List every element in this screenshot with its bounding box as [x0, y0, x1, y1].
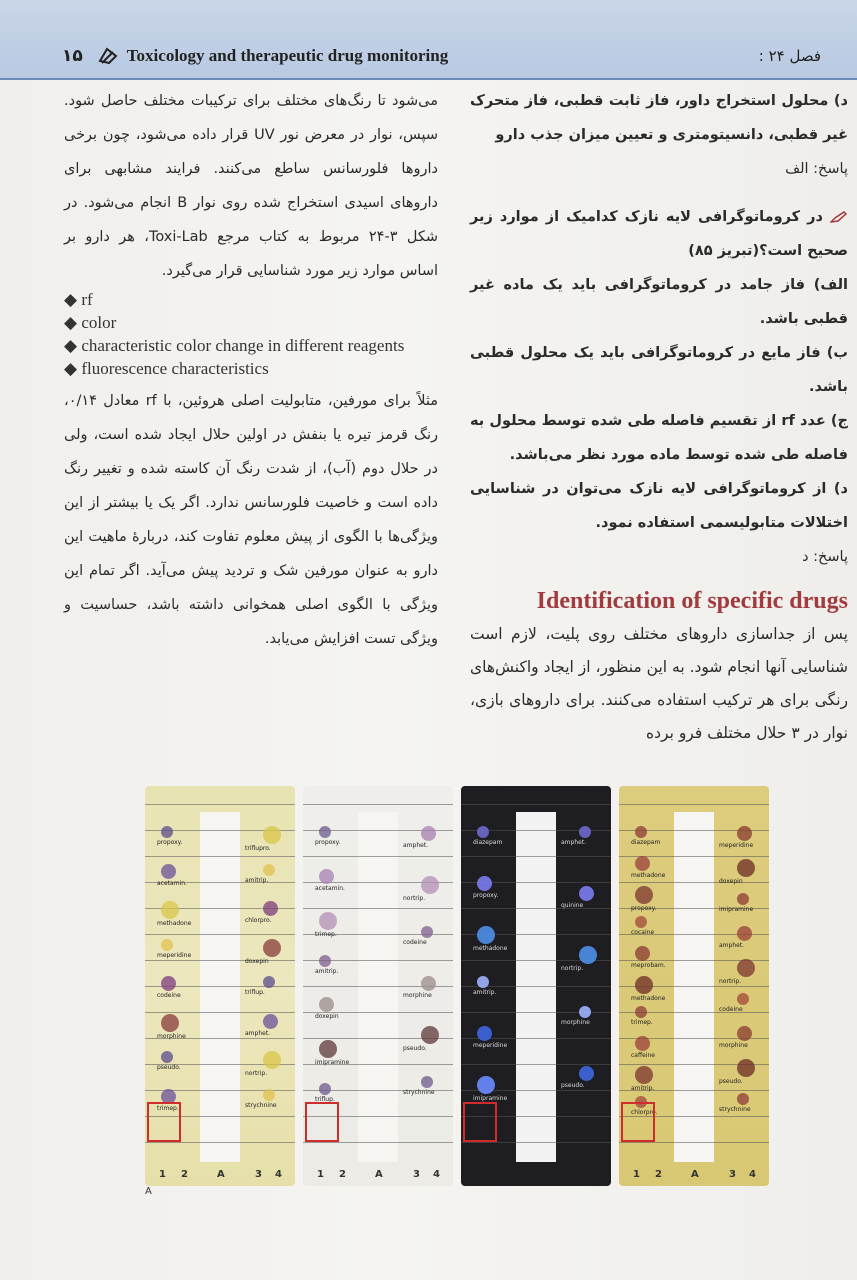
- tlc-strip-1: [145, 786, 295, 1186]
- tlc-spot: [477, 926, 495, 944]
- strip-bottom-label: 3: [255, 1169, 262, 1180]
- tlc-spot: [737, 859, 755, 877]
- tlc-spot: [579, 1006, 591, 1018]
- tlc-spot-label: meperidine: [157, 951, 192, 959]
- tlc-spot: [579, 946, 597, 964]
- strip-grid-line: [145, 934, 295, 935]
- tlc-spot: [319, 1040, 337, 1058]
- tlc-spot-label: amitrip.: [245, 876, 269, 884]
- tlc-spot-label: nortrip.: [245, 1070, 268, 1077]
- tlc-spot-label: trimep.: [157, 1104, 179, 1112]
- tlc-spot: [161, 864, 176, 879]
- morphine-highlight-box: [305, 1102, 339, 1142]
- tlc-spot: [737, 959, 755, 977]
- header-title: Toxicology and therapeutic drug monitoring: [126, 46, 449, 65]
- option-a: الف) فاز جامد در کروماتوگرافی باید یک ماده غیر قطبی باشد.: [470, 277, 848, 327]
- tlc-spot-label: methadone: [631, 995, 666, 1002]
- strip-bottom-label: 4: [749, 1169, 756, 1180]
- tlc-spot-label: acetamin.: [157, 879, 187, 887]
- strip-grid-line: [461, 908, 611, 909]
- strip-grid-line: [619, 1142, 769, 1143]
- tlc-spot: [737, 893, 749, 905]
- tlc-spot-label: amphet.: [245, 1029, 271, 1037]
- tlc-spot-label: amphet.: [719, 942, 745, 949]
- tlc-spot-label: triflup.: [245, 989, 265, 996]
- tlc-spot-label: doxepin: [719, 878, 743, 886]
- tlc-spot: [477, 976, 489, 988]
- option-d-first: د) محلول استخراج داور، فاز ثابت قطبی، فاز متحرک غیر قطبی، دانسیتومتری و تعیین میزان جذب دارو: [470, 93, 848, 143]
- tlc-spot: [737, 993, 749, 1005]
- tlc-spot: [737, 1093, 749, 1105]
- tlc-strip-4: [619, 786, 769, 1186]
- pencil-icon: [830, 210, 848, 224]
- tlc-spot: [263, 1089, 275, 1101]
- tlc-spot: [319, 997, 334, 1012]
- strip-grid-line: [461, 804, 611, 805]
- tlc-spot: [263, 901, 278, 916]
- tlc-spot: [635, 946, 650, 961]
- section-text: پس از جداسازی داروهای مختلف روی پلیت، لازم است شناسایی آنها انجام شود. به این منظور، از ایجاد واکنش‌های رنگی برای هر ترکیب استفاده می‌کنند. برای داروهای بازی، نوار در ۳ حلال مختلف فرو برده: [470, 625, 848, 742]
- strip-bottom-label: 1: [633, 1169, 640, 1180]
- tlc-spot-label: nortrip.: [403, 895, 426, 902]
- tlc-spot-label: meprobam.: [631, 962, 666, 969]
- tlc-spot: [477, 1076, 495, 1094]
- strip-grid-line: [303, 856, 453, 857]
- chapter-label: فصل ۲۴ :: [758, 47, 821, 65]
- tlc-spot-label: methadone: [631, 872, 666, 879]
- page-header: [0, 0, 857, 80]
- tlc-spot: [579, 1066, 594, 1081]
- tlc-spot-label: methadone: [157, 920, 192, 927]
- tlc-spot: [161, 939, 173, 951]
- tlc-spot: [263, 1051, 281, 1069]
- tlc-spot: [263, 976, 275, 988]
- tlc-spot-label: imipramine: [473, 1095, 508, 1102]
- tlc-spot: [319, 955, 331, 967]
- tlc-spot-label: propoxy.: [315, 839, 341, 846]
- tlc-spot-label: nortrip.: [561, 965, 584, 972]
- tlc-spot-label: imipramine: [315, 1059, 350, 1067]
- morphine-highlight-box: [463, 1102, 497, 1142]
- bullet-rf: ◆ rf: [64, 290, 93, 309]
- strip-grid-line: [145, 1142, 295, 1143]
- tlc-spot: [263, 1014, 278, 1029]
- strip-bottom-label: 4: [275, 1169, 282, 1180]
- tlc-spot: [737, 926, 752, 941]
- tlc-spot-label: caffeine: [631, 1052, 655, 1059]
- tlc-spot-label: doxepin: [315, 1013, 339, 1021]
- tlc-spot-label: nortrip.: [719, 978, 742, 986]
- left-paragraph-2: مثلاً برای مورفین، متابولیت اصلی هروئین، با rf معادل ۰/۱۴، رنگ قرمز تیره یا بنفش در اولین حلال ایجاد شده است، ولی در حلال دوم (آب)، از شدت رنگ آن کاسته شده و تغییر رنگ داده است و خاصیت فلورسانس ندارد. اگر یک یا بیشتر از این ویژگی‌ها با الگوی از پیش معلوم تفاوت کند، دربارهٔ ماهیت این دارو به عنوان مورفین شک و تردید پیش می‌آید. اگر تمام این ویژگی با الگوی اصلی همخوانی داشته باشد، حساسیت و ویژگی تست افزایش می‌یابد.: [64, 393, 438, 647]
- tlc-spot: [263, 939, 281, 957]
- tlc-spot-label: pseudo.: [403, 1045, 427, 1052]
- tlc-spot-label: triflup.: [315, 1096, 335, 1104]
- tlc-spot: [161, 1051, 173, 1063]
- tlc-spot-label: amitrip.: [631, 1085, 655, 1092]
- tlc-spot-label: amitrip.: [473, 989, 497, 996]
- tlc-spot: [737, 1059, 755, 1077]
- morphine-highlight-box: [147, 1102, 181, 1142]
- tlc-spot-label: codeine: [157, 992, 181, 999]
- tlc-spot-label: meperidine: [473, 1042, 508, 1049]
- tlc-spot-label: chlorpro.: [631, 1109, 658, 1116]
- tlc-spot: [421, 876, 439, 894]
- tlc-spot: [635, 1036, 650, 1051]
- tlc-figure: [145, 786, 765, 1196]
- tlc-spot: [737, 1026, 752, 1041]
- tlc-spot: [635, 916, 647, 928]
- tlc-spot: [477, 1026, 492, 1041]
- strip-grid-line: [619, 882, 769, 883]
- tlc-spot-label: pseudo.: [719, 1078, 743, 1086]
- tlc-spot-label: strychnine: [245, 1101, 277, 1109]
- tlc-spot: [161, 826, 173, 838]
- strip-grid-line: [461, 1142, 611, 1143]
- tlc-spot-label: propoxy.: [157, 839, 183, 846]
- tlc-spot: [635, 1066, 653, 1084]
- tlc-spot-label: imipramine: [719, 905, 754, 913]
- tlc-spot: [319, 1083, 331, 1095]
- tlc-spot-label: morphine: [157, 1032, 186, 1040]
- tlc-spot-label: codeine: [403, 939, 427, 946]
- answer-2: پاسخ: د: [802, 549, 848, 565]
- tlc-spot-label: strychnine: [719, 1105, 751, 1113]
- option-b: ب) فاز مایع در کروماتوگرافی باید یک محلول قطبی باشد.: [470, 345, 848, 395]
- tlc-spot: [635, 886, 653, 904]
- strip-grid-line: [461, 856, 611, 857]
- strip-bottom-label: 1: [159, 1169, 166, 1180]
- tlc-spot: [319, 826, 331, 838]
- option-c: ج) عدد rf از تقسیم فاصله طی شده توسط محلول به فاصله طی شده توسط ماده مورد نظر می‌باشد.: [470, 413, 849, 463]
- tlc-spot: [421, 976, 436, 991]
- tlc-spot: [421, 826, 436, 841]
- tlc-spot: [737, 826, 752, 841]
- tlc-spot-label: trimep.: [631, 1019, 653, 1026]
- tlc-strip-3: [461, 786, 611, 1186]
- strip-bottom-label: 3: [729, 1169, 736, 1180]
- tlc-spot: [319, 869, 334, 884]
- tlc-spot-label: codeine: [719, 1005, 743, 1013]
- strip-grid-line: [303, 804, 453, 805]
- question: [470, 200, 848, 268]
- tlc-spot: [263, 826, 281, 844]
- strip-grid-line: [145, 960, 295, 961]
- tlc-spot-label: cocaine: [631, 929, 655, 936]
- tlc-spot-label: pseudo.: [157, 1064, 181, 1071]
- tlc-spot-label: morphine: [561, 1019, 590, 1026]
- strip-bottom-label: 1: [317, 1169, 324, 1180]
- tlc-spot-label: trimep.: [315, 930, 337, 938]
- tlc-spot: [635, 826, 647, 838]
- tlc-spot-label: morphine: [403, 992, 432, 999]
- tlc-spot: [421, 1076, 433, 1088]
- tlc-spot-label: triflupro.: [245, 845, 271, 852]
- morphine-highlight-box: [621, 1102, 655, 1142]
- tlc-spot: [579, 826, 591, 838]
- tlc-spot-label: pseudo.: [561, 1082, 585, 1089]
- strip-grid-line: [303, 908, 453, 909]
- strip-bottom-label: A: [217, 1169, 225, 1180]
- strip-grid-line: [145, 804, 295, 805]
- strip-bottom-label: 3: [413, 1169, 420, 1180]
- tlc-spot-label: propoxy.: [631, 905, 657, 912]
- tlc-spot: [477, 826, 489, 838]
- tlc-spot-label: quinine: [561, 902, 584, 909]
- tlc-spot-label: diazepam: [473, 839, 503, 846]
- tlc-spot-label: propoxy.: [473, 892, 499, 899]
- tlc-spot: [421, 926, 433, 938]
- strip-bottom-label: 2: [181, 1169, 188, 1180]
- tlc-spot: [161, 901, 179, 919]
- tlc-spot-label: meperidine: [719, 842, 754, 849]
- tlc-spot: [263, 864, 275, 876]
- bullet-fluorescence: ◆ fluorescence characteristics: [64, 359, 269, 378]
- strip-bottom-label: 4: [433, 1169, 440, 1180]
- tlc-spot-label: amphet.: [561, 839, 587, 846]
- bullet-color: ◆ color: [64, 313, 117, 332]
- tlc-spot-label: chlorpro.: [245, 917, 272, 924]
- strip-grid-line: [619, 804, 769, 805]
- tlc-spot-label: amphet.: [403, 842, 429, 849]
- strip-bottom-label: A: [375, 1169, 383, 1180]
- tlc-spot-label: acetamin.: [315, 884, 345, 892]
- tlc-spot-label: strychnine: [403, 1089, 435, 1096]
- tlc-spot: [421, 1026, 439, 1044]
- tlc-spot: [161, 976, 176, 991]
- tlc-spot: [635, 1006, 647, 1018]
- section-title: Identification of specific drugs: [536, 588, 848, 614]
- tlc-spot-label: methadone: [473, 945, 508, 952]
- tlc-spot: [579, 886, 594, 901]
- right-column: [470, 84, 848, 750]
- strip-grid-line: [461, 1064, 611, 1065]
- tlc-strip-2: [303, 786, 453, 1186]
- tlc-spot-label: amitrip.: [315, 967, 339, 975]
- strip-grid-line: [303, 1142, 453, 1143]
- tlc-spot: [161, 1014, 179, 1032]
- strip-grid-line: [145, 856, 295, 857]
- figure-label: A: [145, 1186, 152, 1197]
- strip-bottom-label: 2: [339, 1169, 346, 1180]
- tlc-spot-label: doxepin: [245, 957, 269, 965]
- strip-bottom-label: 2: [655, 1169, 662, 1180]
- tlc-spot-label: diazepam: [631, 839, 661, 846]
- answer-1: پاسخ: الف: [785, 161, 848, 177]
- tlc-spot-label: morphine: [719, 1042, 748, 1049]
- tlc-spot: [319, 912, 337, 930]
- tlc-spot: [635, 976, 653, 994]
- page-number: ۱۵: [62, 46, 83, 66]
- left-column: [64, 84, 438, 656]
- bullet-color-change: ◆ characteristic color change in different reagents: [64, 336, 405, 355]
- strip-bottom-label: A: [691, 1169, 699, 1180]
- left-paragraph-1: می‌شود تا رنگ‌های مختلف برای ترکیبات مختلف حاصل شود. سپس، نوار در معرض نور UV قرار داده می‌شود، چون برخی داروها فلورسانس ساطع می‌کنند. فرایند مشابهی برای داروهای اسیدی استخراج شده روی نوار B انجام می‌شود. در شکل ۳-۲۴ مربوط به کتاب مرجع Toxi-Lab، هر دارو بر اساس موارد زیر مورد شناسایی قرار می‌گیرد.: [64, 93, 438, 279]
- chapter-logo-icon: [97, 46, 119, 66]
- strip-grid-line: [145, 1012, 295, 1013]
- tlc-spot: [477, 876, 492, 891]
- tlc-spot: [635, 856, 650, 871]
- option-d-second: د) از کروماتوگرافی لایه نازک می‌توان در شناسایی اختلالات متابولیسمی استفاده نمود.: [470, 481, 848, 531]
- question-text: در کروماتوگرافی لایه نازک کدامیک از موارد زیر صحیح است؟(تبریز ۸۵): [470, 209, 848, 259]
